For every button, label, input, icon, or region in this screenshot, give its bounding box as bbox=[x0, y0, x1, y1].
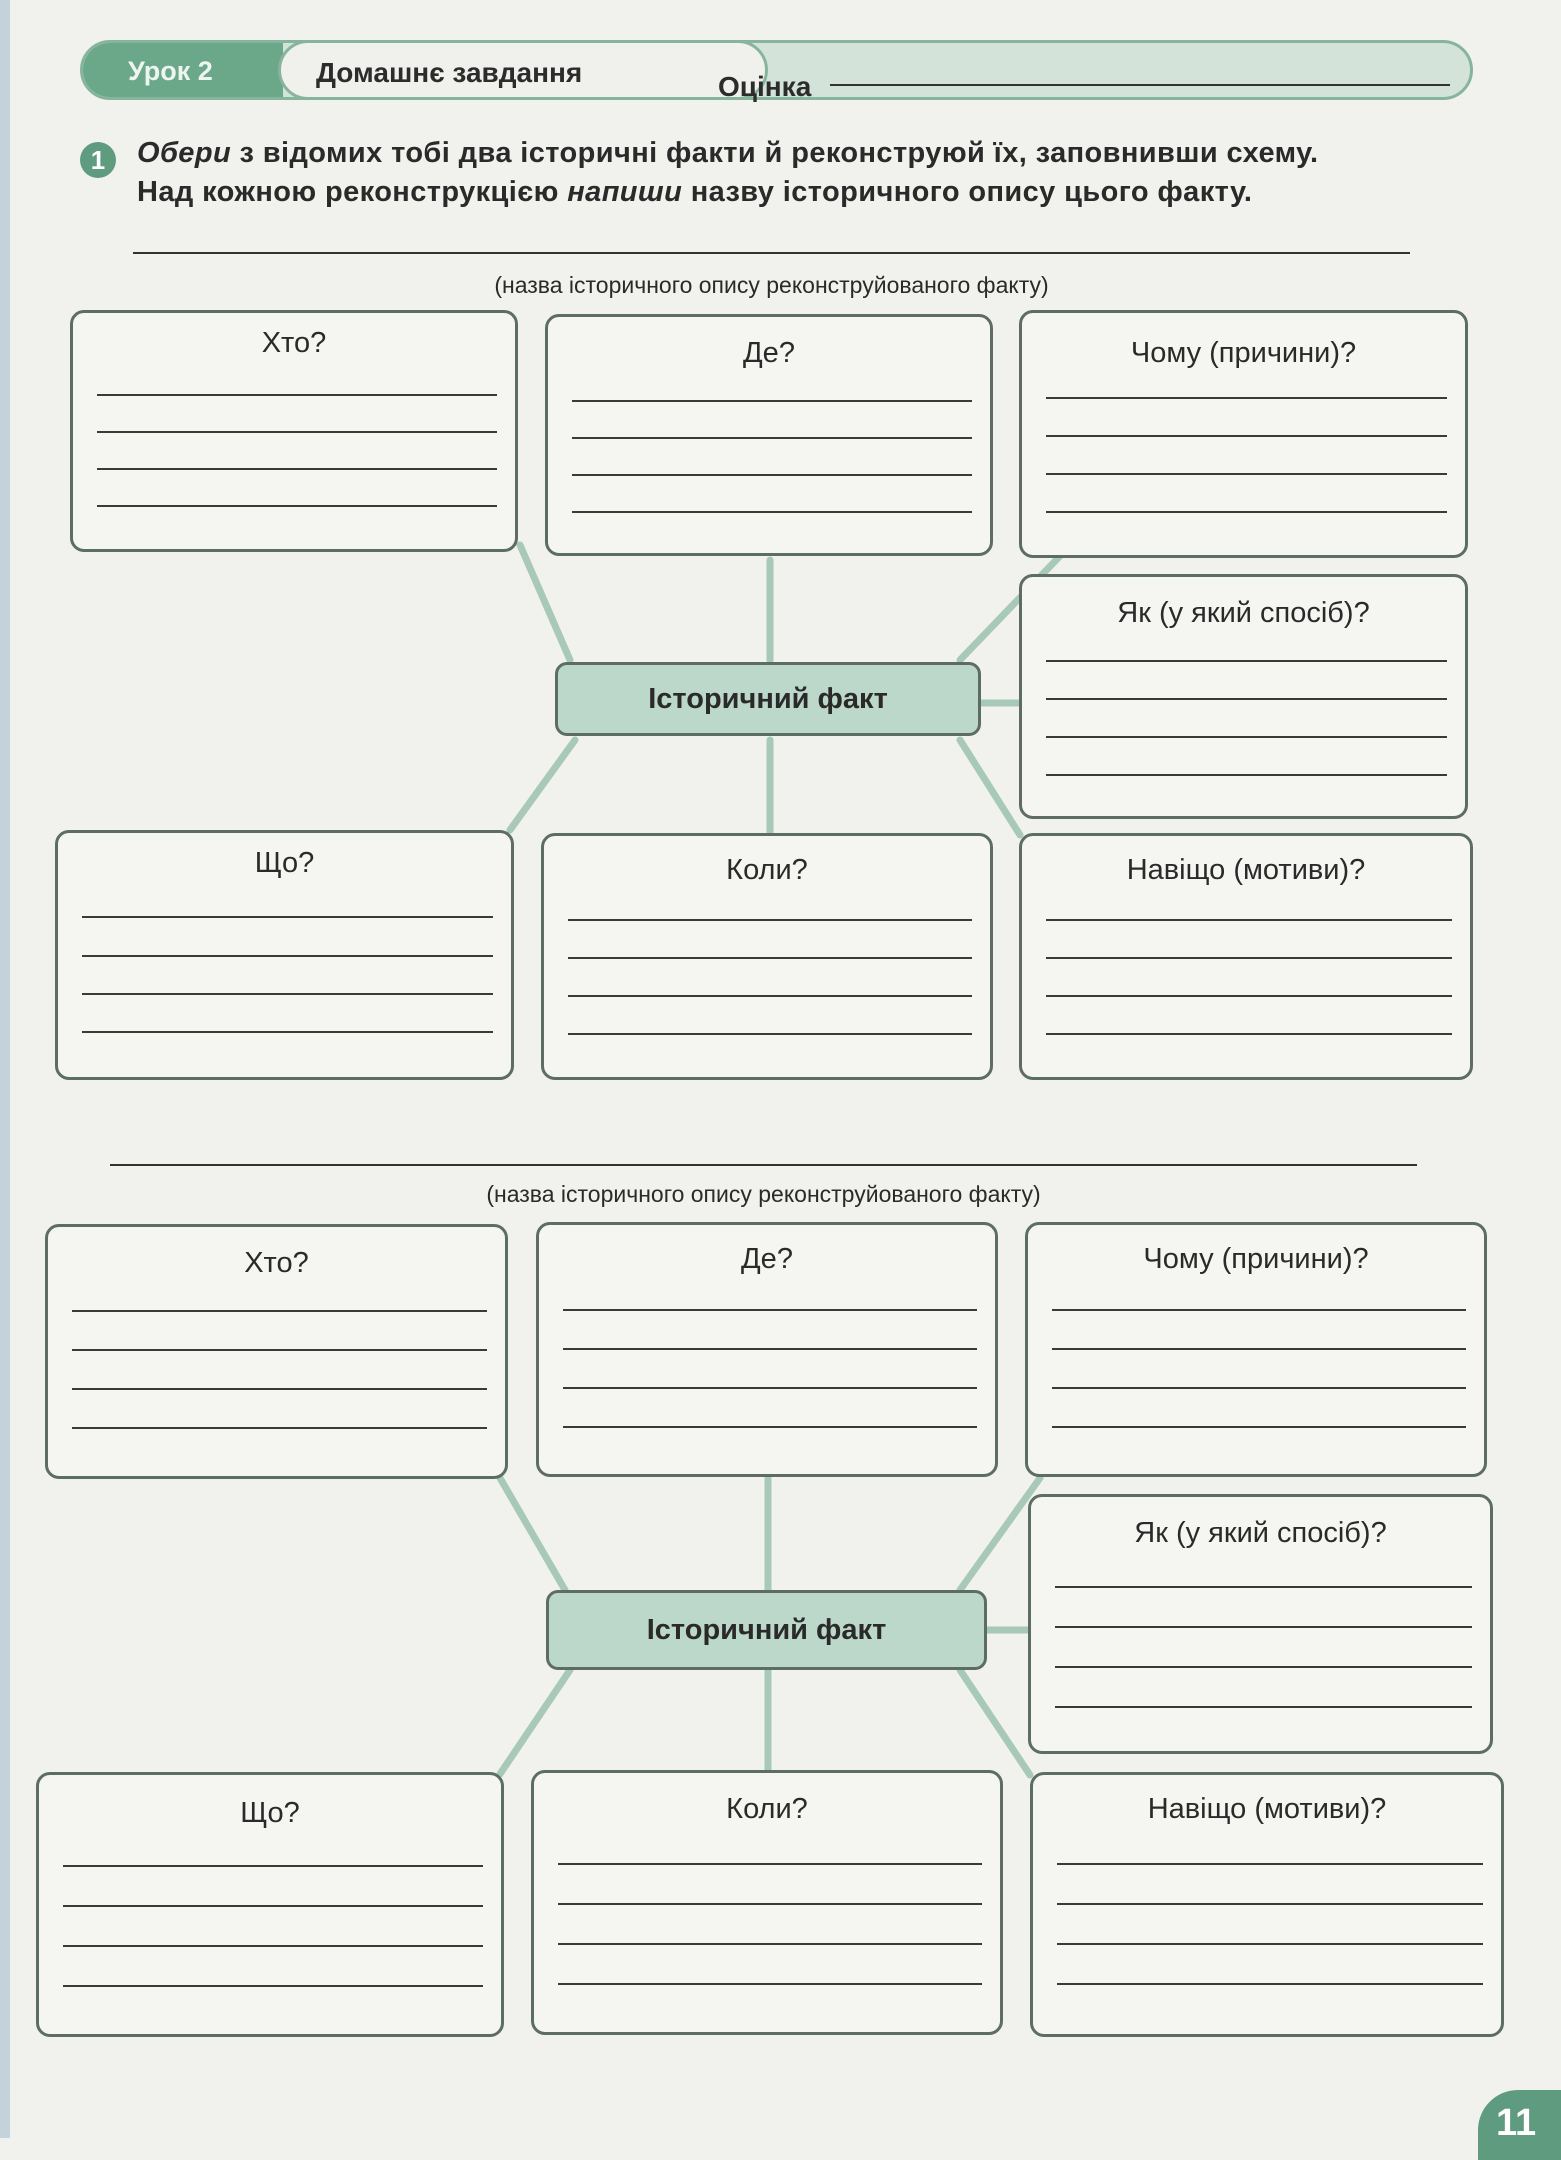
write-line bbox=[558, 1863, 982, 1865]
page-number: 11 bbox=[1478, 2090, 1561, 2160]
connector-1-what bbox=[510, 740, 575, 830]
write-line bbox=[63, 1865, 483, 1867]
write-line bbox=[82, 916, 493, 918]
where-label: Де? bbox=[741, 1243, 793, 1275]
write-line bbox=[572, 400, 972, 402]
scheme-2-title-line[interactable] bbox=[110, 1164, 1417, 1166]
lesson-label: Урок 2 bbox=[128, 56, 213, 86]
task-text-1: з відомих тобі два історичні факти й реконструюй їх, заповнивши схему. bbox=[231, 137, 1319, 169]
scheme-2-how-box[interactable] bbox=[1028, 1494, 1493, 1754]
write-line bbox=[1046, 774, 1447, 776]
write-line bbox=[568, 919, 972, 921]
where-label: Де? bbox=[743, 337, 795, 369]
write-line bbox=[72, 1427, 487, 1429]
scheme-2-wherefore-box[interactable] bbox=[1030, 1772, 1504, 2037]
write-line bbox=[1046, 1033, 1452, 1035]
write-line bbox=[568, 957, 972, 959]
how-label: Як (у який спосіб)? bbox=[1134, 1517, 1387, 1549]
why-label: Чому (причини)? bbox=[1143, 1243, 1369, 1275]
write-line bbox=[82, 1031, 493, 1033]
task-word-write: напиши bbox=[567, 176, 683, 208]
write-line bbox=[558, 1983, 982, 1985]
scheme-1-caption: (назва історичного опису реконструйованого факту) bbox=[494, 272, 1049, 298]
write-line bbox=[97, 431, 497, 433]
write-line bbox=[1046, 435, 1447, 437]
write-line bbox=[97, 394, 497, 396]
write-line bbox=[1055, 1626, 1472, 1628]
write-line bbox=[1046, 397, 1447, 399]
wherefore-label: Навіщо (мотиви)? bbox=[1147, 1793, 1387, 1825]
write-line bbox=[568, 995, 972, 997]
scheme-2-where-box[interactable] bbox=[536, 1222, 998, 1477]
connector-2-what bbox=[500, 1670, 570, 1774]
write-line bbox=[1046, 995, 1452, 997]
task-number: 1 bbox=[80, 142, 116, 178]
what-label: Що? bbox=[254, 847, 315, 879]
write-line bbox=[1046, 957, 1452, 959]
scheme-2-when-box[interactable] bbox=[531, 1770, 1003, 2035]
who-label: Хто? bbox=[244, 1247, 309, 1279]
scheme-2-caption: (назва історичного опису реконструйованого факту) bbox=[486, 1181, 1041, 1207]
write-line bbox=[572, 474, 972, 476]
write-line bbox=[1046, 736, 1447, 738]
homework-label: Домашнє завдання bbox=[316, 57, 583, 88]
write-line bbox=[1052, 1309, 1466, 1311]
scheme-1-what-box[interactable] bbox=[55, 830, 514, 1080]
write-line bbox=[563, 1348, 977, 1350]
who-label: Хто? bbox=[261, 327, 327, 359]
write-line bbox=[568, 1033, 972, 1035]
write-line bbox=[63, 1985, 483, 1987]
write-line bbox=[563, 1309, 977, 1311]
write-line bbox=[572, 437, 972, 439]
write-line bbox=[82, 993, 493, 995]
write-line bbox=[1057, 1943, 1483, 1945]
write-line bbox=[1055, 1666, 1472, 1668]
connector-1-wherefore bbox=[960, 740, 1020, 835]
scheme-1-center-fact: Історичний факт bbox=[555, 662, 981, 736]
scheme-1-how-box[interactable] bbox=[1019, 574, 1468, 819]
write-line bbox=[1055, 1586, 1472, 1588]
write-line bbox=[1057, 1903, 1483, 1905]
grade-label: Оцінка bbox=[718, 71, 812, 102]
write-line bbox=[572, 511, 972, 513]
connector-1-who bbox=[520, 545, 570, 660]
wherefore-label: Навіщо (мотиви)? bbox=[1126, 854, 1366, 886]
write-line bbox=[1057, 1983, 1483, 1985]
write-line bbox=[1057, 1863, 1483, 1865]
write-line bbox=[82, 955, 493, 957]
connector-2-who bbox=[500, 1478, 565, 1590]
write-line bbox=[1052, 1348, 1466, 1350]
when-label: Коли? bbox=[726, 854, 808, 886]
write-line bbox=[1046, 698, 1447, 700]
scheme-1-wherefore-box[interactable] bbox=[1019, 833, 1473, 1080]
write-line bbox=[63, 1905, 483, 1907]
write-line bbox=[97, 505, 497, 507]
scheme-2-why-box[interactable] bbox=[1025, 1222, 1487, 1477]
write-line bbox=[97, 468, 497, 470]
write-line bbox=[563, 1387, 977, 1389]
write-line bbox=[72, 1349, 487, 1351]
connector-2-wherefore bbox=[960, 1670, 1030, 1775]
how-label: Як (у який спосіб)? bbox=[1117, 597, 1370, 629]
scheme-2-what-box[interactable] bbox=[36, 1772, 504, 2037]
task-text-3: назву історичного опису цього факту. bbox=[682, 176, 1253, 208]
write-line bbox=[1055, 1706, 1472, 1708]
write-line bbox=[1046, 660, 1447, 662]
scheme-1-why-box[interactable] bbox=[1019, 310, 1468, 558]
task-word-choose: Обери bbox=[137, 137, 232, 169]
when-label: Коли? bbox=[726, 1793, 808, 1825]
write-line bbox=[63, 1945, 483, 1947]
write-line bbox=[1052, 1387, 1466, 1389]
task-text-2: Над кожною реконструкцією bbox=[137, 176, 568, 208]
scheme-1-when-box[interactable] bbox=[541, 833, 993, 1080]
write-line bbox=[72, 1310, 487, 1312]
scheme-1-title-line[interactable] bbox=[133, 252, 1410, 254]
scheme-1-who-box[interactable] bbox=[70, 310, 518, 552]
write-line bbox=[1046, 919, 1452, 921]
write-line bbox=[1052, 1426, 1466, 1428]
scheme-2-who-box[interactable] bbox=[45, 1224, 508, 1479]
write-line bbox=[563, 1426, 977, 1428]
what-label: Що? bbox=[240, 1797, 300, 1829]
write-line bbox=[558, 1903, 982, 1905]
scheme-1-where-box[interactable] bbox=[545, 314, 993, 556]
write-line bbox=[1046, 473, 1447, 475]
write-line bbox=[558, 1943, 982, 1945]
write-line bbox=[72, 1388, 487, 1390]
scheme-2-center-fact: Історичний факт bbox=[546, 1590, 987, 1670]
why-label: Чому (причини)? bbox=[1130, 337, 1357, 369]
write-line bbox=[1046, 511, 1447, 513]
